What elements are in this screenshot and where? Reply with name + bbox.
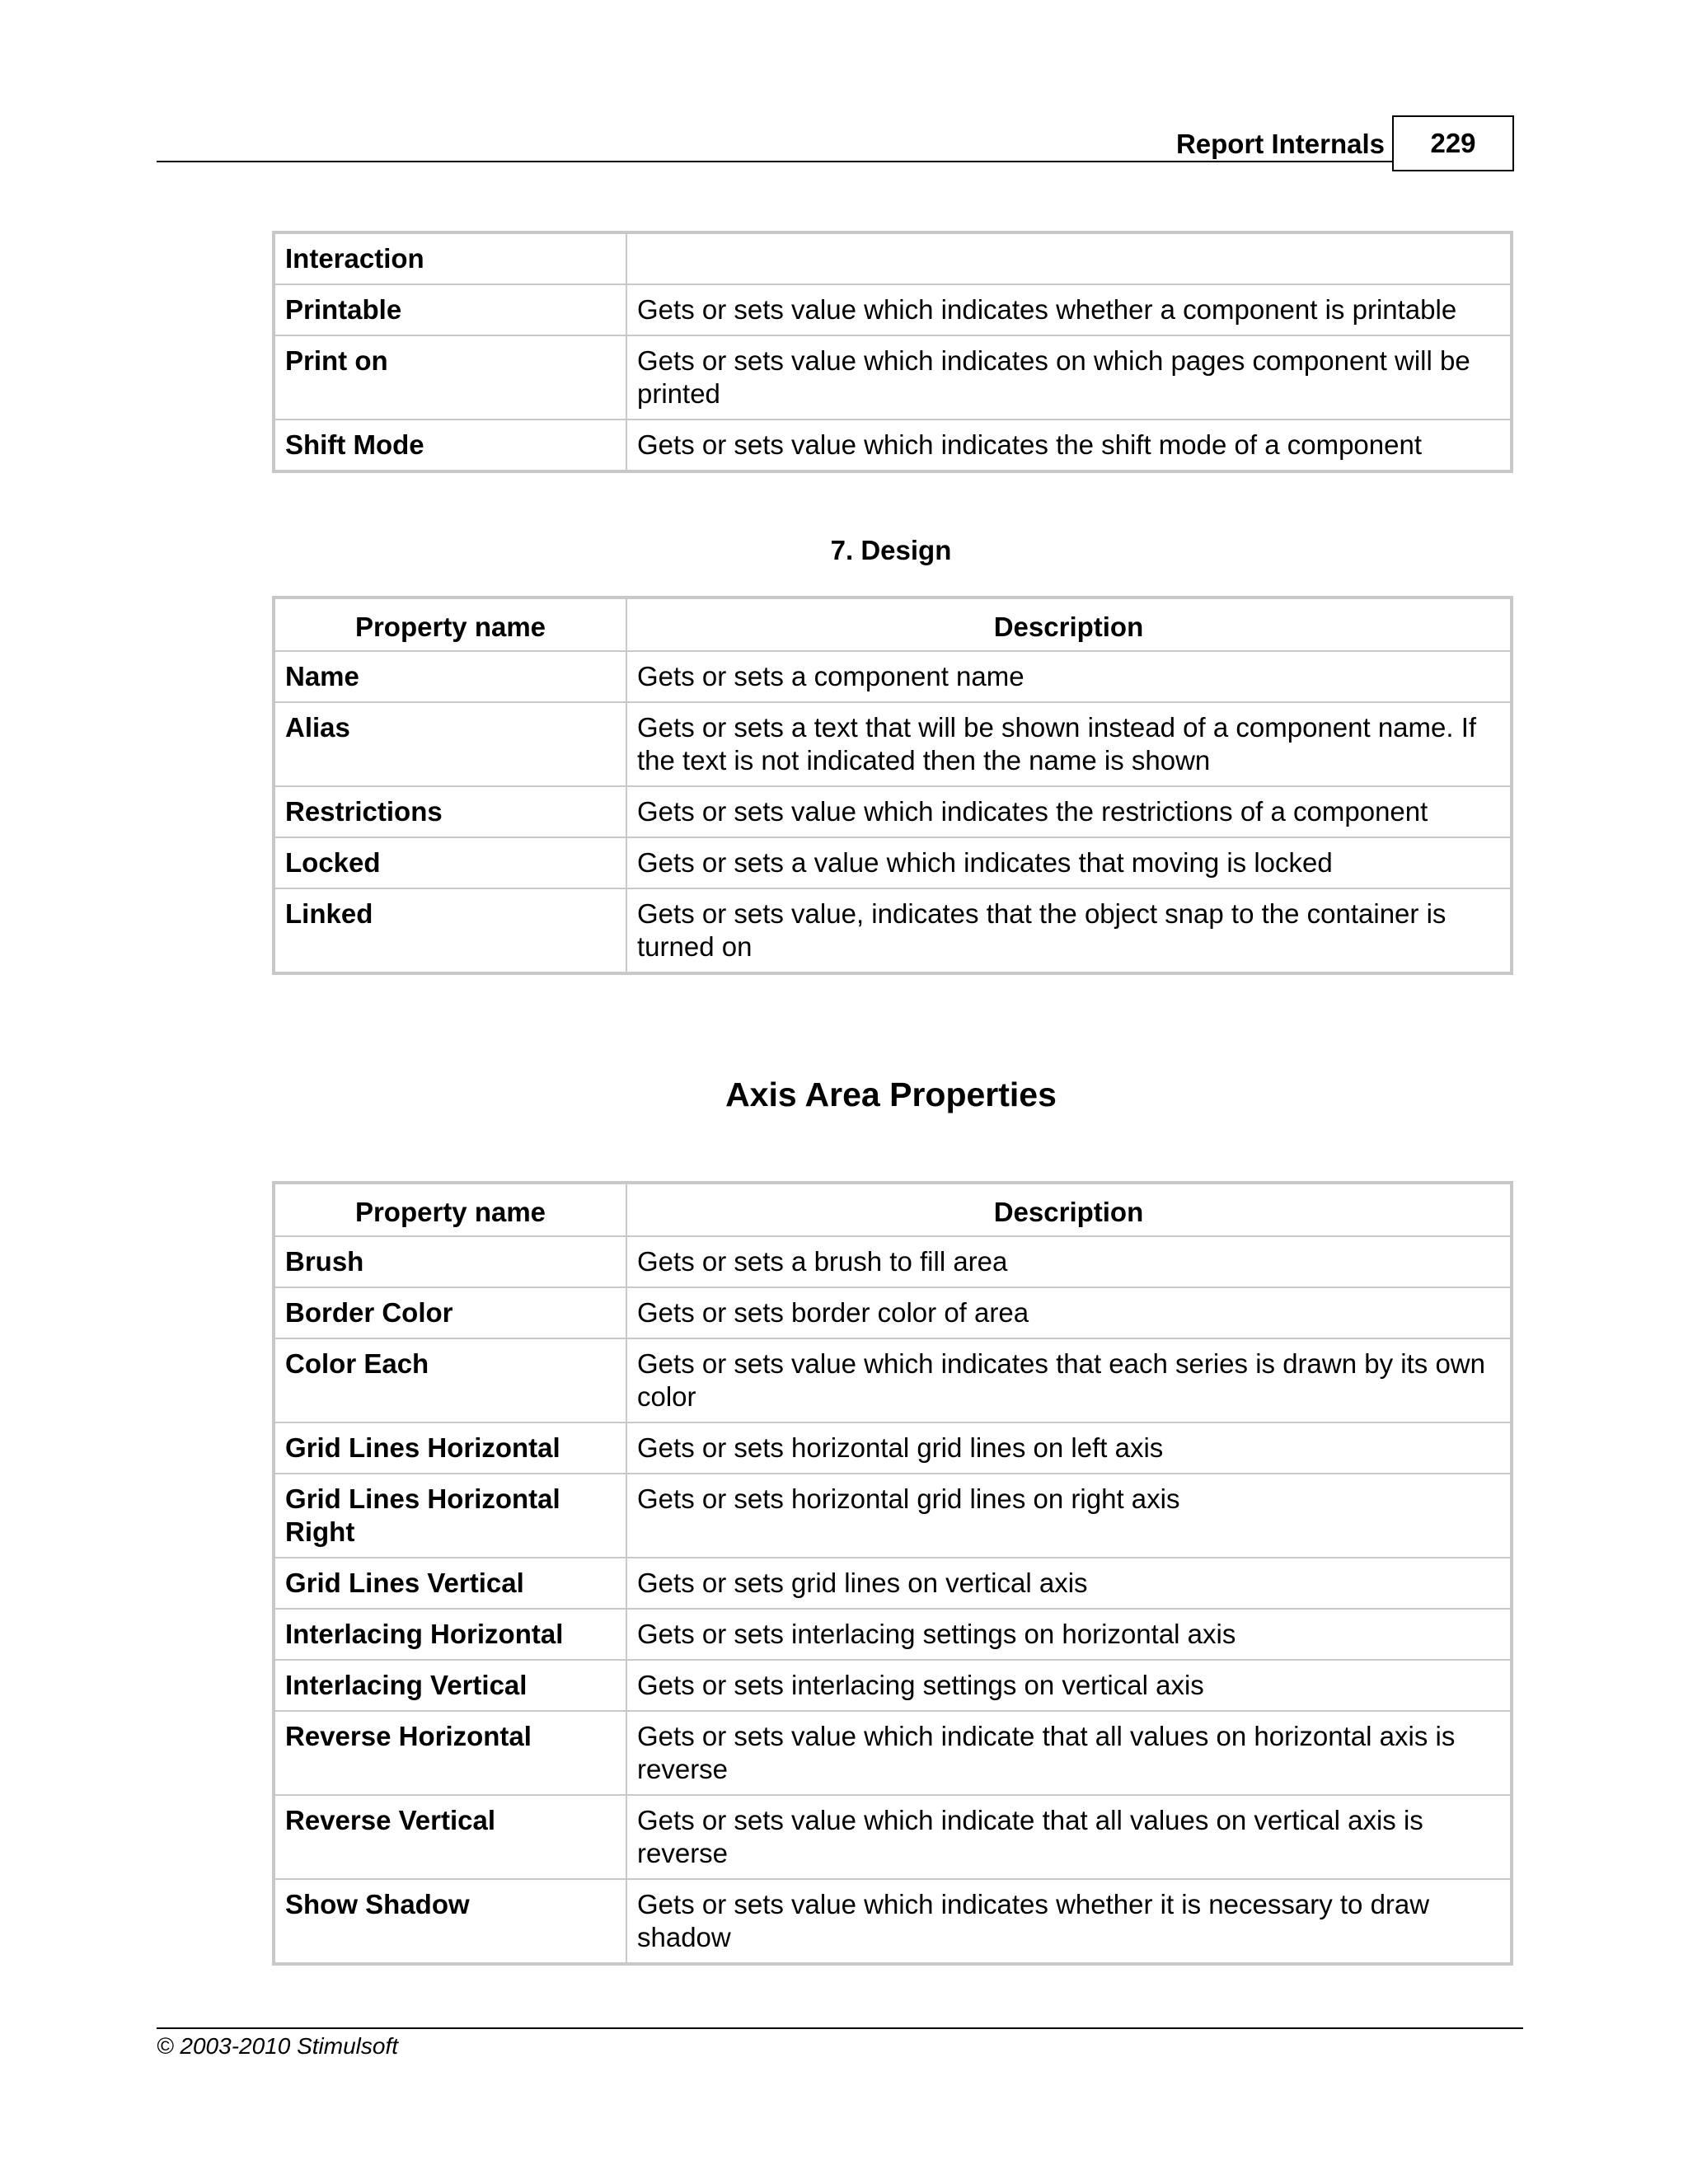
table-header-row — [274, 1183, 1512, 1236]
property-name: Reverse Horizontal — [274, 1711, 626, 1795]
property-name: Print on — [274, 335, 626, 419]
property-name: Grid Lines Horizontal — [274, 1422, 626, 1474]
table-row — [274, 786, 1512, 837]
footer-copyright: © 2003-2010 Stimulsoft — [157, 2033, 399, 2059]
property-description — [626, 232, 1512, 284]
table-row — [274, 1236, 1512, 1287]
property-description: Gets or sets value which indicates on which pages component will be printed — [626, 335, 1512, 419]
header-section-title: Report Internals — [1175, 129, 1385, 159]
table-row — [274, 1558, 1512, 1609]
table-row — [274, 888, 1512, 973]
design-table — [272, 596, 1513, 975]
table-row — [274, 419, 1512, 471]
table-row — [274, 284, 1512, 335]
page-number: 229 — [1392, 115, 1514, 171]
table-row — [274, 1660, 1512, 1711]
property-description: Gets or sets a component name — [626, 651, 1512, 702]
property-name: Grid Lines Horizontal Right — [274, 1474, 626, 1558]
property-description: Gets or sets value which indicates the shift mode of a component — [626, 419, 1512, 471]
property-name: Linked — [274, 888, 626, 973]
table-row — [274, 232, 1512, 284]
property-name: Brush — [274, 1236, 626, 1287]
property-description: Gets or sets a brush to fill area — [626, 1236, 1512, 1287]
property-name: Reverse Vertical — [274, 1795, 626, 1879]
design-section-title: 7. Design — [830, 535, 952, 565]
table-row — [274, 1474, 1512, 1558]
table-row — [274, 1879, 1512, 1964]
table-row — [274, 1422, 1512, 1474]
property-description: Gets or sets interlacing settings on vertical axis — [626, 1660, 1512, 1711]
property-name: Interaction — [274, 232, 626, 284]
table-row — [274, 702, 1512, 786]
table-row — [274, 335, 1512, 419]
property-description: Gets or sets value which indicates that each series is drawn by its own color — [626, 1338, 1512, 1422]
property-name: Grid Lines Vertical — [274, 1558, 626, 1609]
property-name: Shift Mode — [274, 419, 626, 471]
axis-section-title: Axis Area Properties — [725, 1076, 1057, 1113]
table-row — [274, 1338, 1512, 1422]
axis-area-table — [272, 1181, 1513, 1966]
property-description: Gets or sets horizontal grid lines on left axis — [626, 1422, 1512, 1474]
column-header-description: Description — [626, 598, 1512, 651]
property-description: Gets or sets value, indicates that the object snap to the container is turned on — [626, 888, 1512, 973]
table-row — [274, 1711, 1512, 1795]
column-header-description: Description — [626, 1183, 1512, 1236]
property-name: Locked — [274, 837, 626, 888]
column-header-property-name: Property name — [274, 1183, 626, 1236]
header-rule — [157, 161, 1393, 162]
footer-rule — [157, 2027, 1523, 2029]
property-name: Restrictions — [274, 786, 626, 837]
column-header-property-name: Property name — [274, 598, 626, 651]
property-name: Alias — [274, 702, 626, 786]
property-description: Gets or sets horizontal grid lines on right axis — [626, 1474, 1512, 1558]
table-header-row — [274, 598, 1512, 651]
property-name: Color Each — [274, 1338, 626, 1422]
table-row — [274, 651, 1512, 702]
table-row — [274, 1287, 1512, 1338]
property-name: Name — [274, 651, 626, 702]
property-name: Printable — [274, 284, 626, 335]
table-row — [274, 1795, 1512, 1879]
property-description: Gets or sets grid lines on vertical axis — [626, 1558, 1512, 1609]
property-name: Border Color — [274, 1287, 626, 1338]
property-description: Gets or sets a value which indicates that moving is locked — [626, 837, 1512, 888]
property-description: Gets or sets value which indicates whether a component is printable — [626, 284, 1512, 335]
property-description: Gets or sets value which indicate that all values on vertical axis is reverse — [626, 1795, 1512, 1879]
property-name: Show Shadow — [274, 1879, 626, 1964]
table-row — [274, 1609, 1512, 1660]
interaction-table — [272, 231, 1513, 473]
table-row — [274, 837, 1512, 888]
property-description: Gets or sets value which indicate that all values on horizontal axis is reverse — [626, 1711, 1512, 1795]
property-description: Gets or sets interlacing settings on horizontal axis — [626, 1609, 1512, 1660]
property-description: Gets or sets value which indicates whether it is necessary to draw shadow — [626, 1879, 1512, 1964]
property-description: Gets or sets value which indicates the restrictions of a component — [626, 786, 1512, 837]
property-name: Interlacing Horizontal — [274, 1609, 626, 1660]
property-name: Interlacing Vertical — [274, 1660, 626, 1711]
property-description: Gets or sets border color of area — [626, 1287, 1512, 1338]
property-description: Gets or sets a text that will be shown instead of a component name. If the text is not indicated then the name is shown — [626, 702, 1512, 786]
